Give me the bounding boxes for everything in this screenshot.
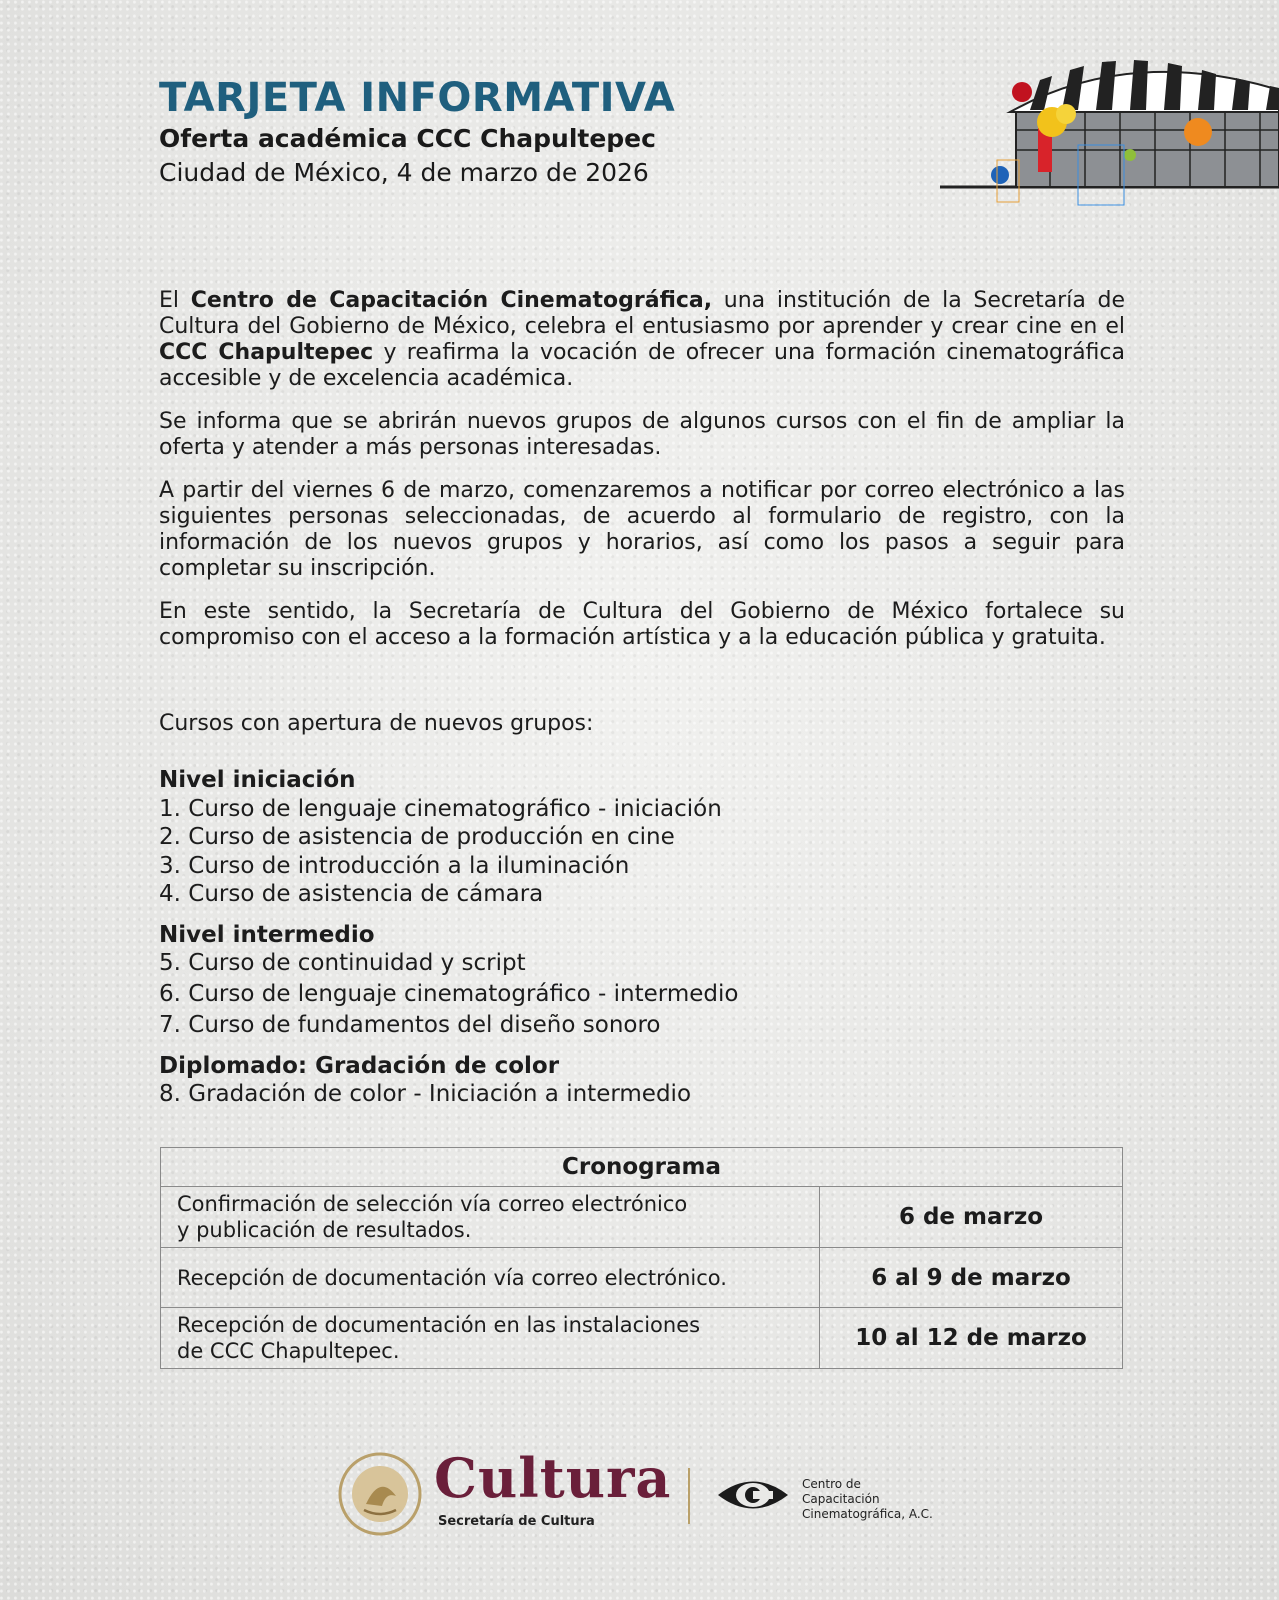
schedule-description: Recepción de documentación vía correo electrónico. xyxy=(161,1248,820,1308)
schedule-date: 6 al 9 de marzo xyxy=(820,1248,1123,1308)
schedule-date: 10 al 12 de marzo xyxy=(820,1308,1123,1369)
table-row xyxy=(161,1308,1123,1369)
table-row xyxy=(161,1248,1123,1308)
body-text xyxy=(159,288,1125,668)
list-item: 5. Curso de continuidad y script xyxy=(159,950,526,976)
cultura-wordmark: Cultura xyxy=(434,1446,672,1510)
list-item: 4. Curso de asistencia de cámara xyxy=(159,881,544,907)
schedule-title: Cronograma xyxy=(161,1148,1123,1187)
list-item: 6. Curso de lenguaje cinematográfico - intermedio xyxy=(159,981,739,1007)
dateline: Ciudad de México, 4 de marzo de 2026 xyxy=(159,158,649,187)
list-item: 2. Curso de asistencia de producción en cine xyxy=(159,824,675,850)
course-list-intermedio xyxy=(159,949,738,1040)
footer-logos xyxy=(338,1446,938,1540)
ccc-eye-logo-icon xyxy=(716,1472,790,1518)
course-list-iniciacion xyxy=(159,795,738,909)
ccc-name: Centro de Capacitación Cinematográfica, A.C. xyxy=(802,1477,933,1521)
table-header-row xyxy=(161,1148,1123,1187)
schedule-date: 6 de marzo xyxy=(820,1187,1123,1248)
header xyxy=(159,74,675,190)
bold-ccc-name: Centro de Capacitación Cinematográfica, xyxy=(190,288,713,313)
level-heading: Nivel iniciación xyxy=(159,767,356,793)
paragraph-commitment: En este sentido, la Secretaría de Cultura del Gobierno de México fortalece su compromiso con el acceso a la formación artística y a la educación pública y gratuita. xyxy=(159,599,1125,650)
mexico-seal-icon xyxy=(338,1452,422,1536)
course-list-diplomado xyxy=(159,1080,738,1109)
paragraph-new-groups: Se informa que se abrirán nuevos grupos de algunos cursos con el fin de ampliar la oferta y atender a más personas interesadas. xyxy=(159,409,1125,460)
list-item: 8. Gradación de color - Iniciación a intermedio xyxy=(159,1081,692,1107)
cultura-subtitle: Secretaría de Cultura xyxy=(438,1514,595,1529)
course-levels xyxy=(159,766,738,1121)
list-item: 1. Curso de lenguaje cinematográfico - iniciación xyxy=(159,795,722,822)
level-heading: Diplomado: Gradación de color xyxy=(159,1052,560,1079)
cinema-building-illustration xyxy=(940,50,1279,210)
table-row xyxy=(161,1187,1123,1248)
list-item: 7. Curso de fundamentos del diseño sonoro xyxy=(159,1012,661,1038)
level-heading: Nivel intermedio xyxy=(159,921,375,948)
logo-divider xyxy=(688,1468,690,1524)
paragraph-intro: El Centro de Capacitación Cinematográfica, una institución de la Secretaría de Cultura del Gobierno de México, celebra el entusiasmo por aprender y crear cine en el CCC Chapultepec y reafirma la vocación de ofrecer una formación cinematográfica accesible y de excelencia académica. xyxy=(159,288,1125,391)
page-subtitle: Oferta académica CCC Chapultepec xyxy=(159,124,656,153)
bold-ccc-chapultepec: CCC Chapultepec xyxy=(159,340,374,365)
schedule-description: Recepción de documentación en las instalaciones de CCC Chapultepec. xyxy=(161,1308,820,1369)
schedule-table xyxy=(160,1147,1123,1369)
paragraph-notification: A partir del viernes 6 de marzo, comenzaremos a notificar por correo electrónico a las siguientes personas seleccionadas, de acuerdo al formulario de registro, con la información de los nuevos grupos y horarios, así como los pasos a seguir para completar su inscripción. xyxy=(159,478,1125,581)
courses-intro: Cursos con apertura de nuevos grupos: xyxy=(159,711,594,736)
list-item: 3. Curso de introducción a la iluminación xyxy=(159,852,630,879)
schedule-description: Confirmación de selección vía correo electrónico y publicación de resultados. xyxy=(161,1187,820,1248)
page-title: TARJETA INFORMATIVA xyxy=(159,75,676,121)
